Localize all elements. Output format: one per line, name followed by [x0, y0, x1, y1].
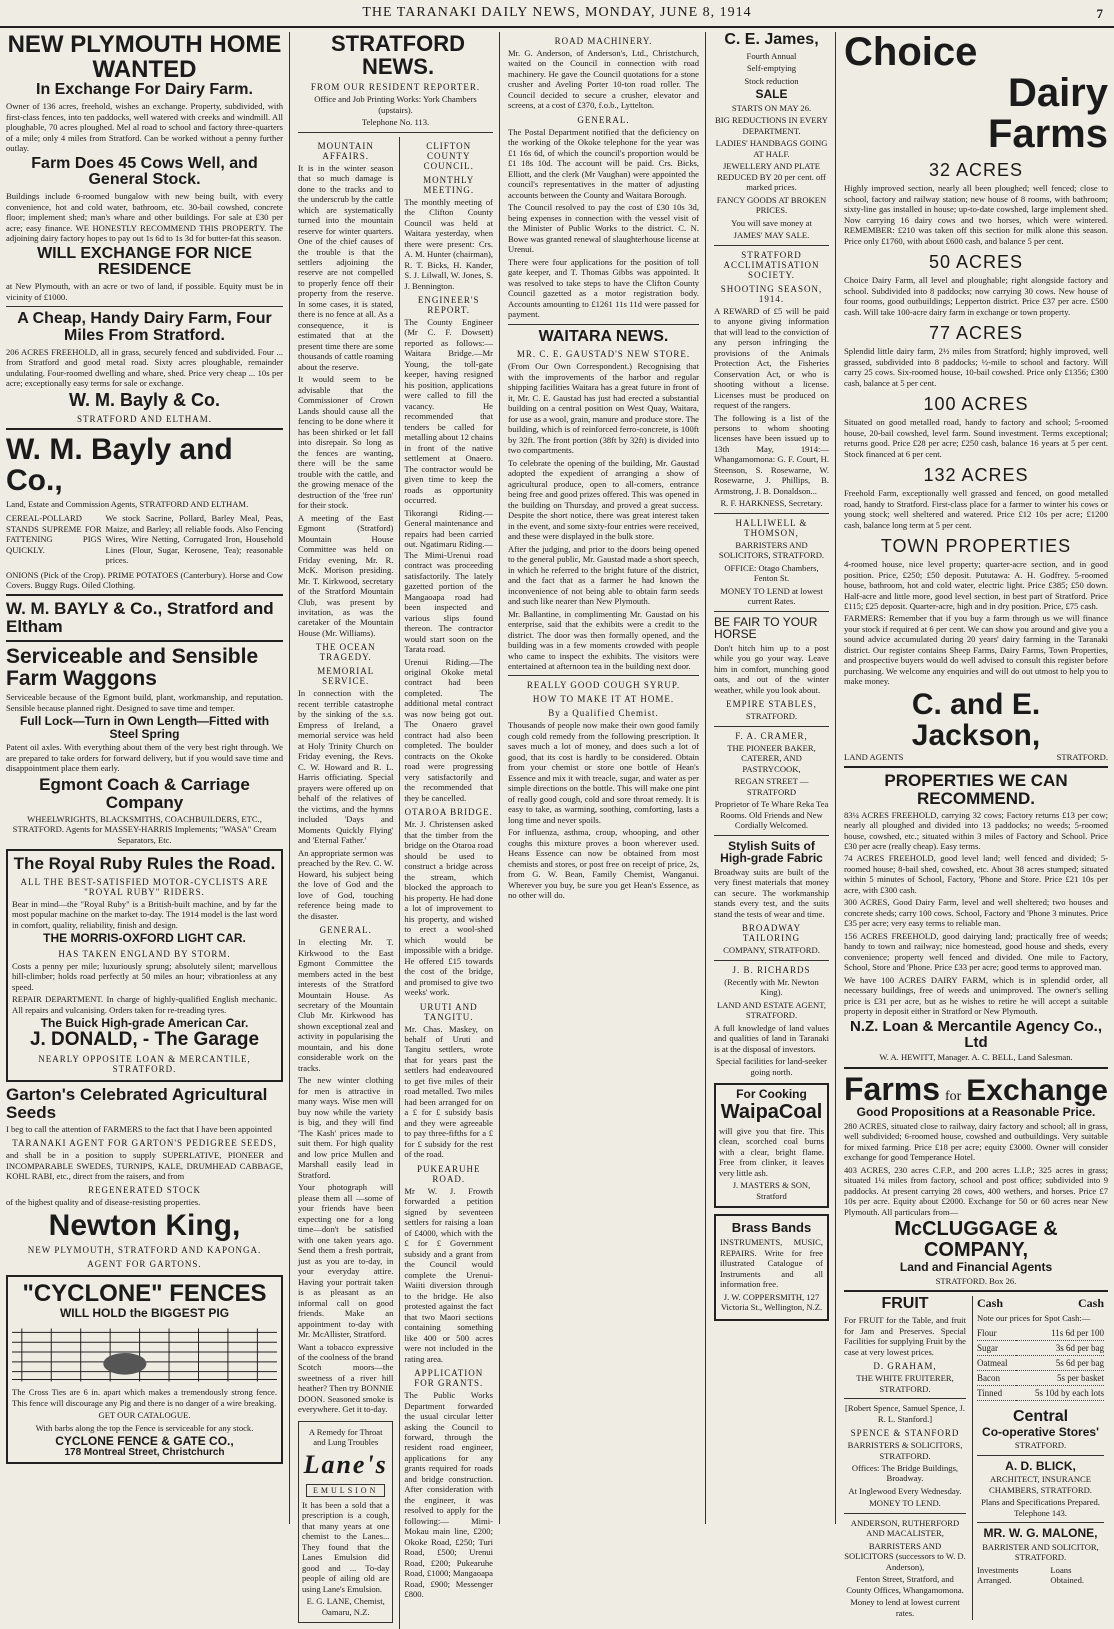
waipa-body: will give you that fire. This clean, scorched coal burns with a clear, bright flame. Free from clinker, it leaves very little ash. [719, 1125, 824, 1178]
lane-emulsion: EMULSION [306, 1484, 385, 1497]
monthly-body: The monthly meeting of the Clifton County Council was held at Waitara yesterday, when there were present: Crs. A. M. Hunter (chairman), R. T. Bicks, H. Kander, S. J. Lilwall, W. Jones, S. J. Bennington. [404, 196, 493, 291]
spence-name: SPENCE & STANFORD [850, 1428, 960, 1439]
garton-title: Garton's Celebrated Agricultural Seeds [6, 1084, 268, 1122]
brass-ad [714, 1214, 829, 1320]
mcc-hd: McCLUGGAGE & COMPANY, [894, 1218, 1058, 1262]
a132-hd: 132 ACRES [923, 465, 1029, 486]
stratford-from: FROM OUR RESIDENT REPORTER. [310, 82, 481, 93]
halliwell-sub: BARRISTERS AND SOLICITORS, STRATFORD. [718, 539, 825, 561]
james-hd: C. E. James, [724, 31, 819, 48]
donald-sub: NEARLY OPPOSITE LOAN & MERCANTILE, STRATFORD. [38, 1053, 251, 1074]
cramer-addr: REGAN STREET — STRATFORD [734, 776, 809, 797]
cough-body2: For influenza, asthma, croup, whooping, and other coughs this mixture proves a boon wherever used. Heans Essence can now be obtained from most chemists and stores, or post free on receipt of price, 2s, from G. W. Bean, Family Chemist, Wanganui. Wherever you buy, be sure you get Hean's Essence, as no other will do. [508, 827, 699, 901]
acclim-shoot: SHOOTING SEASON, 1914. [720, 283, 823, 304]
richards-land: LAND AND ESTATE AGENT, STRATFORD. [717, 999, 826, 1021]
nph-title: NEW PLYMOUTH HOME WANTED [7, 31, 282, 84]
james-ladies: LADIES' HANDBAGS GOING AT HALF. [715, 138, 828, 159]
town-body: 4-roomed house, nice level property; quarter-acre section, and in good position. Price, £250; £50 deposit. Pututawa: A. H. Godfrey. 5-roomed house, bathroom, hot and cold water, electric light. Price £385; £50 down. Half-acre and little more, good level section, in best part of Stratford. Price £115; £25 deposit. Quarter-acre, high and in dry position. Price, £75 cash. [844, 559, 1108, 611]
blick-plans: Plans and Specifications Prepared. Telephone 143. [981, 1497, 1100, 1518]
morris-title: THE MORRIS-OXFORD LIGHT CAR. [43, 931, 246, 946]
general-body4: Want a tobacco expressive of the coolness of the brand Scotch moors—the sweetness of a river hill heather? Then try BONNIE DOON. Seasoned smoke is everywhere. Get it to-day. [298, 1341, 394, 1415]
loan-sub: W. A. HEWITT, Manager. A. C. BELL, Land Salesman. [879, 1052, 1073, 1063]
pukearuhe-hd: PUKEARUHE ROAD. [416, 1163, 481, 1184]
general-hd: GENERAL. [319, 925, 372, 936]
anderson-hd: ANDERSON, RUTHERFORD AND MACALISTER, [850, 1517, 960, 1539]
uruti-hd: URUTI AND TANGITU. [419, 1001, 478, 1022]
cyclone-ad [6, 1275, 283, 1464]
stylish-body: Broadway suits are built of the very finest materials that money can secure. The workmanship stands every test, and the suits stand the tests of wear and time. [714, 866, 829, 919]
farm45-title: Farm Does 45 Cows Well, and General Stock. [31, 154, 258, 189]
farmers-body: FARMERS: Remember that if you buy a farm through us we will finance your stock if required at 6 per cent. We can show you around and give you a sound advice accumulated during 20 years' dairy farming in the Taranaki district. Our register contains Sheep Farms, Dairy Farms, Town Properties, and prospective buyers would do well advised to consult this register before purchasing. We welcome any enquiries and will do out utmost to help you to make money. [844, 613, 1108, 687]
richards-body: A full knowledge of land values and qualities of land in Taranaki is at the disposal of investors. [714, 1022, 829, 1054]
ocean-hd: THE OCEAN TRAGEDY. [315, 642, 376, 663]
richards-special: Special facilities for land-seeker going north. [716, 1056, 827, 1077]
cyclone-co: CYCLONE FENCE & GATE CO., [55, 1434, 234, 1449]
cash-price: 11s 6d per 100 [1016, 1326, 1104, 1341]
cyclone-catalogue: GET OUR CATALOGUE. [98, 1410, 191, 1421]
garton-body3: of the highest quality and of disease-resisting properties. [6, 1197, 201, 1208]
cramer-body: Proprietor of Te Whare Reka Tea Rooms. Old Friends and New Cordially Welcomed. [714, 799, 829, 831]
egmont-title: Egmont Coach & Carriage Company [39, 774, 250, 812]
cough-body: Thousands of people now make their own good family cough cold remedy from the following prescription. It saves much a lot of money, and does such a lot of good, that its cost is hardly to be considered. Obtain from your chemist or store one bottle of Hean's Essence and mix it with treacle, sugar, and water as per simple directions on the bottle. This will make one pint of really good cough, cold and sore throat remedy. It is easy to take, as warming, soothing, comforting, lasts a long time and never spoils. [508, 720, 699, 825]
cash-row [977, 1355, 1104, 1370]
egmont-sub: WHEELWRIGHTS, BLACKSMITHS, COACHBUILDERS, ETC., STRATFORD. Agents for MASSEY-HARRIS Implements; "WASA" Cream Separators, Etc. [12, 813, 277, 845]
spence-money: MONEY TO LEND. [869, 1498, 941, 1509]
james-big: BIG REDUCTIONS IN EVERY DEPARTMENT. [715, 115, 828, 136]
mountain-body2: It would seem to be advisable that the Commissioner of Crown Lands should cause all the fencing to be done where it has been shirked or let fall into disrepair. So long as the fences are wanting, there will be the same trouble with the cattle, and the growing menace of the destruction of the 'free run' for their stock. [298, 374, 394, 511]
james-jewellery: JEWELLERY AND PLATE REDUCED BY 20 per cent. off marked prices. [717, 161, 826, 193]
general-body3: Your photograph will please them all —some of your friends have been expecting one for a long time—don't be satisfied with one taken years ago. Send them a fresh portrait, just as you are to-day, in your everyday attire. Having your portrait taken is as pleasant as an informal call on good friends. Make an appointment to-day with Mr. McAllister, Stratford. [298, 1182, 394, 1340]
exchange-title: WILL EXCHANGE FOR NICE RESIDENCE [37, 244, 252, 279]
garton-regen: REGENERATED STOCK [87, 1185, 202, 1196]
cash-price: 5s per basket [1016, 1370, 1104, 1385]
cough-hd: REALLY GOOD COUGH SYRUP. [526, 680, 681, 691]
meeting-body: A meeting of the East Egmont (Stratford) Mountain House Committee was held on Friday evening, Mr. R. McK. Morison presiding. Mr. T. Kirkwood, secretary of the Stratford Mountain Club, was present by invitation, as was the caretaker of the Mountain House (Mr. Williams). [298, 512, 394, 638]
bayly2-sub: Land, Estate and Commission Agents, STRATFORD AND ELTHAM. [6, 498, 249, 509]
acclim-hd: STRATFORD ACCLIMATISATION SOCIETY. [723, 249, 820, 280]
waggons-title: Serviceable and Sensible Farm Waggons [6, 645, 259, 691]
newton-sub: NEW PLYMOUTH, STRATFORD AND KAPONGA. [27, 1245, 262, 1256]
fruit-body: For FRUIT for the Table, and fruit for Jam and Preserves. Special Facilities for supplying Fruit by the case at very lowest prices. [844, 1315, 966, 1357]
james-fancy: FANCY GOODS AT BROKEN PRICES. [716, 194, 827, 216]
a100-hd: 100 ACRES [923, 394, 1029, 415]
uruti-body: Mr. Chas. Maskey, on behalf of Uruti and Tangitu settlers, wrote that for years past the settlers had endeavoured to get five miles of their road metalled. Two miles had been arranged for on a £ for £ subsidy basis and they were agreeable to pay three-fifths for a £ for £ subsidy for the rest of the road. [404, 1023, 493, 1160]
garton-body2: and shall be in a position to supply SUPERLATIVE, PIONEER and INCOMPARABLE SWEDES, TURNIPS, KALE, DRUMHEAD CABBAGE, KOHL RABI, etc., direct from the raisers, and from [6, 1150, 283, 1181]
anderson-sub: BARRISTERS AND SOLICITORS (successors to W. D. Anderson), [844, 1540, 966, 1572]
handy-body: 206 ACRES FREEHOLD, all in grass, securely fenced and subdivided. Four ... from Stratford and good metal road. Sixty acres ploughable, remainder undulating. Four-roomed dwelling and whare, shed. Price very cheap ... 10s per acre; exceptionally easy terms for sale or exchange. [6, 346, 283, 389]
eng-hd: ENGINEER'S REPORT. [417, 295, 480, 315]
a132-body: Freehold Farm, exceptionally well grassed and fenced, on good metalled road, handy to Stratford. First-class place for a farmer to winter his cows or young stock; well sheltered and watered. Price £12 10s per acre; £1200 cash, balance long term at 5 per cent. [844, 488, 1108, 530]
recommend-body3: 300 ACRES, Good Dairy Farm, level and well sheltered; two houses and concrete sheds; carry 100 cows. School, Factory and 'Phone 3 minutes. Price £35 per acre; very easy terms to reliable man. [844, 897, 1108, 929]
farm45-body: Buildings include 6-roomed bungalow with new being built, with every convenience, hot and cold water, bathroom, etc. 30-bail cowshed, concrete floor; implement shed; man's whare and other buildings. For sale at £30 per acre; easy finance. WE HONESTLY RECOMMEND THIS PROPERTY. The adjoining dairy factory hopes to pay out 1s 6d to 1s 3d for butter-fat this season. [6, 191, 283, 244]
a50-body: Choice Dairy Farm, all level and ploughable; right alongside factory and school. Subdivided into 8 paddocks; now carrying 30 cows. New house of four rooms, good outbuildings; Lepperton district. Price £37 per acre. £500 cash. Will take 100-acre dairy farm in exchange or town property. [844, 275, 1108, 317]
nph-sub: In Exchange For Dairy Farm. [36, 81, 253, 99]
choice-l1: Choice [844, 30, 978, 74]
cash-item: Sugar [977, 1340, 1016, 1355]
waggons-lock: Full Lock—Turn in Own Length—Fitted with Steel Spring [19, 714, 270, 741]
cash-item: Tinned [977, 1385, 1016, 1400]
cramer-hd: F. A. CRAMER, [735, 730, 808, 741]
waipa-foot: J. MASTERS & SON, Stratford [732, 1180, 811, 1201]
cash-item: Bacon [977, 1370, 1016, 1385]
graham-hd: D. GRAHAM, [873, 1361, 937, 1372]
general2-body3: There were four applications for the position of toll gate keeper, and T. Thomas Gibbs was appointed. It was resolved to take steps to have the Clifton County Council gazetted as a motor registration body. Accounts amounting to £1261 11s 11d were passed for payment. [508, 256, 699, 320]
column-5 [838, 30, 1114, 1618]
cash-price: 5s 6d per bag [1016, 1355, 1104, 1370]
a32-hd: 32 ACRES [928, 160, 1024, 181]
james-l3: Stock reduction [744, 75, 799, 86]
eng-body2: Tikorangi Riding.—General maintenance and repairs had been carried out. Ngatimaru Riding.—The Mimi-Urenui road contract was proceeding satisfactorily. The lately gazetted portion of the Mangaoapa road had been inspected and various slips found thereon. The contractor would start soon on the Tarata road. [404, 507, 493, 655]
stylish-hd: Stylish Suits of High-grade Fabric [720, 838, 823, 866]
a50-hd: 50 ACRES [928, 252, 1024, 273]
lane-body: It has been a sold that a prescription is a cough, that many years at one chemist to the Lanes... They found that the Lanes Emulsion did good and ... To-day people of ailing old are using Lane's Emulsion. [302, 1499, 390, 1594]
blick-sub: ARCHITECT, INSURANCE CHAMBERS, STRATFORD. [989, 1474, 1092, 1495]
cash-price: 3s 6d per bag [1016, 1340, 1104, 1355]
waipa-for: For Cooking [736, 1087, 807, 1102]
road-hd: ROAD MACHINERY. [554, 36, 653, 46]
bayly2-stock: We stock Sacrine, Pollard, Barley Meal, Peas, Maize, and Barley; all reliable foods. Also Fencing Wires, Wire Netting, Corrugated Iron, Household Lines (Flour, Sugar, Kerosene, Tea); reasonable prices. [105, 513, 283, 566]
gausted-body2: To celebrate the opening of the building, Mr. Gaustad adopted the expedient of arranging a show of agricultural produce, open to all-comers, entrance being free and good prizes offered. This was opened in the building on Thursday, and proved a great success. Despite the short notice, there was great interest taken in the event, and some sixty-four entries were received, and these were displayed in the bulk store. [508, 457, 699, 542]
fence-icon [12, 1322, 277, 1384]
fex-l1: Farms [844, 1070, 941, 1107]
halliwell-office: OFFICE: Otago Chambers, Fenton St. [724, 562, 819, 584]
gausted-body: (From Our Own Correspondent.) Recognising that with the improvements of the harbor and regular shipping facilities Waitara has a great future in front of it, Mr. C. E. Gaustad has just had erected a substantial building on a central position on West Quay, Waitara, for use as a wool, grain, manure and produce store. The building, which is of reinforced ferro-concrete, is 100ft by 32ft. The front portion (38ft by 32ft) is divided into two compartments. [508, 361, 699, 456]
column-4 [708, 32, 836, 1524]
clifton-hd: CLIFTON COUNTY COUNCIL. [423, 140, 474, 171]
a32-body: Highly improved section, nearly all been ploughed; well fenced; close to school, factory and railway station; new house of 8 rooms, with bathroom; sixty-line gas installed in house; up-to-date cowshed, large implement shed. Now carrying 16 dairy cows and two horses, which were wintered. REMEMBER: £210 was taken off this section for milk alone this season. Price only £1760, with about £600 cash, and balance 5 per cent. [844, 183, 1108, 246]
stratford-office: Office and Job Printing Works: York Chambers (upstairs). [314, 94, 477, 115]
column-1 [0, 32, 290, 1524]
memorial-body: In connection with the recent terrible catastrophe by the sinking of the s.s. Empress of Ireland, a memorial service was held at Holy Trinity Church on Friday evening, the Revs. C. W. Howard and R. L. Harris officiating. Special prayers were offered up on behalf of the relatives of the victims, and the hymns included 'Days and Moments Quickly Flying' and 'Eternal Father.' [298, 688, 394, 846]
james-l2: Self-emptying [746, 63, 797, 74]
horse-hd: BE FAIR TO YOUR HORSE [714, 614, 818, 642]
brass-foot: J. W. COPPERSMITH, 127 Victoria St., Wellington, N.Z. [720, 1291, 823, 1313]
general-body2: The new winter clothing for men is attractive in many ways. Wise men will buy now while the variety is big, and they will find 'The Kash' prices made to suit them. For high quality and low price Mullen and Marshall easily lead in Stratford. [298, 1075, 394, 1180]
general2-body: The Postal Department notified that the deficiency on the working of the Okoke telephone for the year was £1 16s 6d, of which the council's proportion would be £1 18s 10d. The account will be paid. Crs. Bicks, Elliott, and the clerk (Mr Vaughan) were appointed the council's representatives in the matter of adjusting accounts between the County and Waitara Borough. [508, 126, 699, 200]
gausted-hd: MR. C. E. GAUSTAD'S NEW STORE. [516, 349, 691, 360]
lane-ad [298, 1421, 393, 1623]
fex-body: 280 ACRES, situated close to railway, dairy factory and school; all in grass, well subdivided; 6-roomed house, cowshed and outbuildings. Very suitable for mixed farming. Price £18 per acre; equity £3000. Owner will consider exchange for good Temperance Hotel. [844, 1120, 1108, 1163]
garton-body1: I beg to call the attention of FARMERS to the fact that I have been appointed [6, 1123, 272, 1134]
cyclone-addr: 178 Montreal Street, Christchurch [64, 1446, 225, 1458]
james-start: STARTS ON MAY 26. [731, 102, 812, 113]
bayly1-sub: STRATFORD AND ELTHAM. [77, 413, 212, 424]
cash-row [977, 1326, 1104, 1341]
bayly1-title: W. M. Bayly & Co. [68, 389, 221, 410]
newton-title: Newton King, [48, 1208, 241, 1242]
cash-row [977, 1385, 1104, 1400]
fex-sub: Good Propositions at a Reasonable Price. [856, 1105, 1096, 1120]
column-3 [502, 32, 706, 1524]
james-sale: SALE [755, 87, 788, 102]
recommend-body5: We have 100 ACRES DAIRY FARM, which is in splendid order, all necessary buildings, free of weeds and unimproved. The owner's selling price is £31 per acre, but as he wishes to retire he will accept a suitable property in deposit either in Stratford or New Plymouth. [844, 974, 1108, 1017]
spence-inglewood: At Inglewood Every Wednesday. [848, 1485, 962, 1496]
donald-title: J. DONALD, - The Garage [29, 1028, 260, 1050]
spence-offices: Offices: The Bridge Buildings, Broadway. [851, 1463, 959, 1484]
acclim-body2: The following is a list of the persons to whom shooting licenses have been issued up to 13th May, 1914:— Whangamomona: G. F. Court, H. Steenson, S. Rosewarne, W. Rosewarne, J. Phillips, B. Armstrong, J. B. Donaldson... [714, 412, 829, 496]
central-hd: Central [1012, 1407, 1069, 1425]
handy-title: A Cheap, Handy Dairy Farm, Four Miles From Stratford. [17, 310, 272, 344]
cyclone-hold: WILL HOLD the BIGGEST PIG [59, 1305, 230, 1320]
central-town: STRATFORD. [1014, 1440, 1067, 1451]
general2-hd: GENERAL. [577, 114, 630, 125]
garton-agent: TARANAKI AGENT FOR GARTON'S PEDIGREE SEEDS, [12, 1138, 277, 1149]
eng-body: The County Engineer (Mr C. F. Dowsett) reported as follows:— Waitara Bridge.—Mr Young, the toll-gate keeper, having resigned his position, applications were called to fill the vacancy. He recommended that tenders be called for metalling about 12 chains in front of the native settlement at Onaero. The contractor would be given time to keep the roads as opportunity occurred. [404, 317, 493, 506]
cash-l: Cash [977, 1296, 1004, 1311]
column-2 [292, 31, 500, 1617]
waggons-body2: Patent oil axles. With everything about them of the very best right through. We are prepared to take orders for forward delivery, but if you would save time and disappointment place them early. [6, 742, 283, 774]
masthead-title: THE TARANAKI DAILY NEWS, MONDAY, JUNE 8, 1914 [362, 5, 752, 20]
gausted-body4: Mr. Ballantine, in complimenting Mr. Gaustad on his enterprise, said that the exhibits were a credit to the district. The door was then formally opened, and the building was in a few moments crowded with people who came to inspect the exhibits. The visitors were entertained at afternoon tea in the building next door. [508, 608, 699, 671]
waggons-body: Serviceable because of the Egmont build, plant, workmanship, and reputation. Sensible because planned right. Designed to save time and temper. [6, 692, 283, 713]
cash-row [977, 1340, 1104, 1355]
spence-sub: BARRISTERS & SOLICITORS, STRATFORD. [847, 1440, 963, 1461]
stratford-news-title: STRATFORD NEWS. [330, 31, 466, 80]
cyclone-barbs: With barbs along the top the Fence is serviceable for any stock. [35, 1422, 254, 1433]
cash-price: 5s 10d by each lots [1016, 1385, 1104, 1400]
memorial-body2: An appropriate sermon was preached by the Rev. C. W. Howard, his subject being the love of God and the love of God, touching reference being made to the disaster. [298, 847, 394, 921]
repair: REPAIR DEPARTMENT. In charge of highly-qualified English mechanic. All repairs and vulcanising. Orders taken for re-treading tyres. [12, 994, 277, 1015]
waipa-ad [714, 1083, 829, 1208]
mcc-sub: Land and Financial Agents [899, 1260, 1053, 1275]
loan-hd: N.Z. Loan & Mercantile Agency Co., Ltd [850, 1017, 1102, 1051]
mountain-hd: MOUNTAIN AFFAIRS. [317, 140, 374, 161]
broadway-sub: COMPANY, STRATFORD. [723, 945, 820, 956]
fex-body2: 403 ACRES, 230 acres C.F.P., and 200 acres L.I.P.; 325 acres in grass; situated 1¼ miles from factory, school and post office; subdivided into 9 paddocks. At present carrying 28 cows, 400 wethers, and horses. Price £7 10s per acre. Equity about £2000. Exchange for 50 or 60 acres near New Plymouth. All particulars from— [844, 1164, 1108, 1217]
cyclone-body: The Cross Ties are 6 in. apart which makes a tremendously strong fence. This fence will discourage any Pig and there is no danger of a wire breaking. [12, 1387, 277, 1408]
brass-hd: Brass Bands [731, 1220, 812, 1236]
halliwell-hd: HALLIWELL & THOMSON, [735, 517, 808, 538]
richards-hd: J. B. RICHARDS [732, 964, 811, 975]
mountain-body: It is in the winter season that so much damage is done to the tracks and to the underscrub by the cattle which are systematically turned into the mountain reserve for winter quarters. One of the chief causes of the trouble is that the settlers adjoining the reserve are not compelled to properly fence off their property from the reserve. In some cases, it is stated, there is no fence at all. As a consequence, it is estimated that at the present time there are some thousands of cattle roaming about the reserve. [298, 162, 394, 372]
application-body: The Public Works Department forwarded the usual circular letter asking the Council to forward, through the resident road engineer, applications for any grants required for roads and bridge construction. After consideration with the engineer, it was resolved to apply for the following:— Mimi-Mokau main line, £200; Okoke Road, £250; Turi Road, £500; Urenui Road, £200; Pukearuhe Road, £1000; Mangaoapa Road, £900; Messenger £800. [404, 1390, 493, 1600]
page-number: 7 [1096, 6, 1104, 21]
a100-body: Situated on good metalled road, handy to factory and school; 5-roomed house, 20-bail cowshed, level farm. Sound investment. Terms exceptional; returns good. Price £28 per acre; £250 cash, balance 16 years at 5 per cent. Stock financed at 6 per cent. [844, 417, 1108, 459]
recommend-body: 83¼ ACRES FREEHOLD, carrying 32 cows; Factory returns £13 per cow; nearly all ploughed and divided into 13 paddocks; no weeds; 5-roomed house, cowshed, etc.; situated within 3 miles of Factory and School. Price £30 per acre (really cheap). Easy terms. [844, 809, 1108, 851]
waipa-name: WaipaCoal [720, 1100, 823, 1123]
empire-hd: EMPIRE STABLES, [726, 699, 817, 710]
application-hd: APPLICATION FOR GRANTS. [414, 1368, 484, 1389]
acclim-foot: R. F. HARKNESS, Secretary. [720, 498, 823, 509]
ruby-title: The Royal Ruby Rules the Road. [13, 854, 276, 873]
choice-l2: Dairy [1007, 70, 1108, 115]
onions: ONIONS (Pick of the Crop). PRIME POTATOES (Canterbury). Horse and Cow Covers. Buggy Rugs. Oiled Clothing. [6, 569, 283, 590]
bayly2-title: W. M. Bayly and Co., [6, 432, 233, 498]
newton-agent: AGENT FOR GARTONS. [87, 1259, 202, 1270]
general2-body2: The Council resolved to pay the cost of £30 10s 3d, being expenses in connection with the vessel visit of the Minister of Public Works to the district. C. N. Bowe was granted renewal of slaughterhouse license at Urenui. [508, 202, 699, 255]
blick-hd: A. D. BLICK, [1005, 1458, 1076, 1473]
morris-body: Costs a penny per mile; luxuriously sprung; absolutely silent; marvellous hill-climber; holds road perfectly at 50 miles an hour; vibrationless at any speed. [12, 960, 277, 992]
memorial-hd: MEMORIAL SERVICE. [317, 666, 375, 687]
otaroa-hd: OTAROA BRIDGE. [404, 807, 493, 818]
fruit-hd: FRUIT [881, 1295, 929, 1313]
recommend-hd: PROPERTIES WE CAN RECOMMEND. [884, 770, 1068, 808]
recommend-body2: 74 ACRES FREEHOLD, good level land; well fenced and divided; 5-roomed house; 8-bail shed, cowshed, etc. About 38 acres stumped; situated within 5 minutes of School, Factory, 'Phone and Store. Price £21 10s per acre, with £300 cash. [844, 853, 1108, 895]
anderson-addr: Fenton Street, Stratford, and County Offices, Whangamomona. [846, 1574, 964, 1595]
horse-body: Don't hitch him up to a post while you go your way. Leave him in comfort, munching good oats, and out of the winter weather, while you look about. [714, 642, 829, 695]
acclim-body: A REWARD of £5 will be paid to anyone giving information that will lead to the conviction of any person infringing the provisions of the Animals Protection Act, the Fisheries Conservation Act, or who is shooting without a license. Licenses must be produced on request of the rangers. [714, 305, 829, 411]
fex-l2: for [944, 1088, 962, 1104]
lane-foot: E. G. LANE, Chemist, Oamaru, N.Z. [306, 1596, 385, 1617]
choice-l3: Farms [987, 111, 1108, 156]
cash-row [977, 1370, 1104, 1385]
bayly3-title: W. M. BAYLY & Co., Stratford and Eltham [6, 599, 274, 637]
otaroa-body: Mr. J. Christensen asked that the timber from the bridge on the Otaroa road should be used to construct a bridge across the stream, which blocked the approach to his property. He had done a lot of improvement to his property, and wished to erect a wool-shed which would be impossible with a bridge. He offered £15 towards the cost of the bridge, and promised to give two weeks' work. [404, 819, 493, 998]
malone-sub: BARRISTER AND SOLICITOR, STRATFORD. [982, 1541, 1099, 1563]
pukearuhe-body: Mr W. J. Frowth forwarded a petition signed by seventeen settlers for raising a loan of £4000, which with the £ for £ Government subsidy and a grant from the Council would complete the Urenui-Waiiti diversion through to the bridge. He also protested against the fact that two Maori sections containing something like 400 or 500 acres were not included in the rating area. [404, 1185, 493, 1364]
eng-body3: Urenui Riding.—The original Okoke metal contract had been completed. The additional metal contract was now being got out. The Onaero gravel contract had also been completed. The boulder contracts on the Okoke road were progressing very satisfactorily and the recommended that they be cancelled. [404, 656, 493, 803]
jackson-town: STRATFORD. [1056, 751, 1108, 762]
broadway-hd: BROADWAY TAILORING [741, 923, 802, 944]
gausted-body3: After the judging, and prior to the doors being opened to the general public, Mr. Gaustad made a short speech, in which he referred to the bright future of the district, and the fact that as a farmer he had known the inconvenience of not being able to obtain farm seeds and such like nearer than New Plymouth. [508, 543, 699, 607]
lane-hd: A Remedy for Throat and Lung Troubles [308, 1426, 383, 1448]
richards-sub: (Recently with Mr. Newton King). [724, 976, 819, 998]
recommend-body4: 156 ACRES FREEHOLD, good dairying land; practically free of weeds; handy to town and railway; nice homestead, good house and sheds, every convenience; property well fenced and divided. One mile to Factory, School, Store and 'Phone. Price £33 per acre; good terms to approved man. [844, 930, 1108, 973]
monthly-hd: MONTHLY MEETING. [423, 174, 475, 195]
cough-by: By a Qualified Chemist. [548, 708, 659, 719]
spence-hd: [Robert Spence, Samuel Spence, J. R. L. Stanford.] [844, 1403, 966, 1424]
cramer-sub: THE PIONEER BAKER, CATERER, AND PASTRYCOOK, [727, 742, 816, 774]
mcc-addr: STRATFORD. Box 26. [935, 1275, 1017, 1286]
jackson-agents: LAND AGENTS [844, 751, 904, 762]
a77-body: Splendid little dairy farm, 2½ miles from Stratford; highly improved, well grassed, subdivided into 8 paddocks; ½-mile to school and factory. Will carry 25 cows. Six-roomed house, 10-bail cowshed. Price only £1356; £300 cash, balance at 5 per cent. [844, 346, 1108, 388]
cash-note: Note our prices for Spot Cash:— [977, 1313, 1091, 1324]
cash-r: Cash [1077, 1296, 1104, 1311]
fex-l3: Exchange [966, 1073, 1108, 1107]
cough-sub: HOW TO MAKE IT AT HOME. [532, 694, 675, 705]
bayly2-list: CEREAL-POLLARD STANDS SUPREME FOR FATTENING PIGS QUICKLY. [6, 513, 102, 555]
morris-sub: HAS TAKEN ENGLAND BY STORM. [58, 948, 231, 959]
masthead [0, 0, 1114, 28]
ruby-sub: ALL THE BEST-SATISFIED MOTOR-CYCLISTS ARE "ROYAL RUBY" RIDERS. [20, 876, 269, 897]
james-may: JAMES' MAY SALE. [733, 230, 810, 241]
halliwell-money: MONEY TO LEND at lowest current Rates. [720, 585, 823, 607]
central-sub: Co-operative Stores' [982, 1424, 1099, 1439]
town-hd: TOWN PROPERTIES [880, 536, 1072, 557]
cyclone-title: "CYCLONE" FENCES [22, 1280, 267, 1308]
james-save: You will save money at [731, 217, 812, 228]
a77-hd: 77 ACRES [928, 323, 1024, 344]
cash-item: Flour [977, 1326, 1016, 1341]
waitara-hd: WAITARA NEWS. [538, 327, 669, 345]
jackson-hd: C. and E. Jackson, [911, 687, 1041, 753]
stratford-tel: Telephone No. 113. [361, 117, 430, 128]
graham-sub: THE WHITE FRUITERER, STRATFORD. [856, 1373, 954, 1394]
anderson-money: Money to lend at lowest current rates. [850, 1597, 960, 1618]
road-body: Mr. G. Anderson, of Anderson's, Ltd., Christchurch, waited on the Council in connection with road machinery. He gave the Council quotations for a stone crusher and Aveling Porter 10-ton road roller. The Council decided to secure a crusher, elevator and screens, at a cost of £370, f.o.b., Lyttelton. [508, 48, 699, 111]
brass-body: INSTRUMENTS, MUSIC, REPAIRS. Write for free illustrated Catalogue of Instruments and all information free. [720, 1237, 823, 1290]
ruby-ad [6, 849, 283, 1082]
lane-name: Lane's [303, 1449, 388, 1479]
nph-body: Owner of 136 acres, freehold, wishes an exchange. Property, subdivided, with first-class fences, into ten paddocks, well watered with creeks and windmill. All ploughable, 70 acres ploughed. Mel al road to school and factory three-quarters of a mile; only 4 miles from Stratford. Can be worked without a penny further outlay. [6, 101, 283, 154]
malone-loans: Loans Obtained. [1050, 1564, 1085, 1585]
cash-table [977, 1326, 1104, 1401]
malone-hd: MR. W. G. MALONE, [983, 1526, 1098, 1541]
empire-sub: STRATFORD. [745, 711, 798, 722]
general-body: In electing Mr. T. Kirkwood to the East Egmont Committee the members acted in the best interests of the Stratford Mountain House. As secretary of the Mountain Club Mr. Kirkwood has shown exceptional zeal and activity in popularising the mountain, and his done considerable work on the tracks. [298, 937, 394, 1073]
exchange-body: at New Plymouth, with an acre or two of land, if possible. Equity must be in vicinity of £1000. [6, 281, 283, 302]
ruby-body: Bear in mind—the "Royal Ruby" is a British-built machine, and by far the most popular machine on the market to-day. The 1914 model is the last word in comfort, quality, reliability, finish and design. [12, 898, 277, 930]
cash-item: Oatmeal [977, 1355, 1016, 1370]
buick: The Buick High-grade American Car. [40, 1016, 249, 1031]
malone-inv: Investments Arranged. [977, 1564, 1019, 1585]
james-l1: Fourth Annual [746, 50, 797, 61]
